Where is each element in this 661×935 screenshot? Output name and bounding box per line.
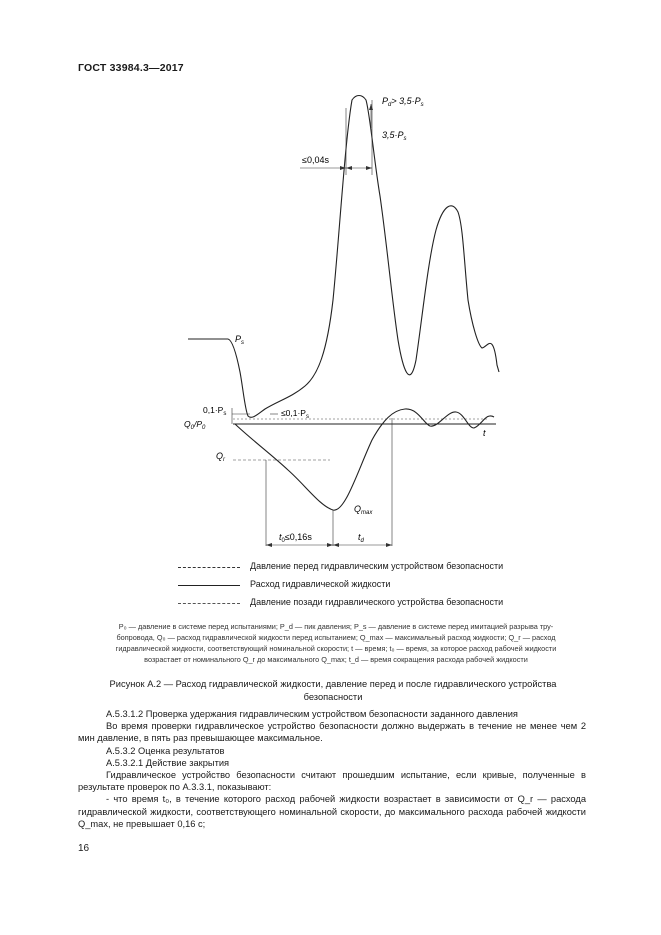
legend-label-pressure-before: Давление перед гидравлическим устройством безопасности (250, 561, 504, 571)
body-text (78, 708, 586, 830)
legend-label-pressure-after: Давление позади гидравлического устройства безопасности (250, 597, 504, 607)
legend-line-dashed (178, 603, 240, 604)
paragraph: А.5.3.2.1 Действие закрытия (106, 757, 230, 768)
peak-label: $P_d> 3,5\cdot P_s$ (382, 96, 424, 108)
legend-line-solid (178, 585, 240, 586)
page-number: 16 (78, 843, 90, 854)
axis-origin-label: $Q_0/P_0$ (184, 419, 206, 431)
peak-delta-label: $3,5\cdot P_s$ (382, 130, 407, 142)
ps-label: $P_s$ (235, 334, 245, 346)
paragraph: А.5.3.1.2 Проверка удержания гидравлическим устройством безопасности заданного давления (106, 709, 518, 719)
rise-time-label: ≤0,04s (302, 155, 329, 165)
legend-line-dash-dot (178, 567, 240, 568)
notes-line: бопровода, Q₀ — расход гидравлической жидкости перед испытанием; Q_max — максимальный расход жидкости; Q_r — расход (116, 633, 556, 642)
paragraph: - что время t₀, в течение которого расход рабочей жидкости возрастает в зависимости от Q_r — расхода гидравлической жидкости, соответствующего номинальной скорости, до максимального расхода рабочей жидкости Q_max, не превышает 0,16 с; (78, 794, 586, 829)
notes-line: возрастает от номинального Q_r до максимального Q_max; t_d — время сокращения расхода рабочей жидкости (144, 655, 528, 664)
paragraph: А.5.3.2 Оценка результатов (106, 745, 225, 756)
figure-caption: Рисунок А.2 — Расход гидравлической жидкости, давление перед и после гидравлического устройства безопасности (109, 679, 557, 702)
tolerance-label: $\le 0,1\cdot P_s$ (281, 408, 309, 420)
t0-label: $t_0\le 0,16s$ (279, 532, 312, 544)
notes-line: P₀ — давление в системе перед испытаниями; P_d — пик давления; P_s — давление в системе перед имитацией разрыва тру- (118, 622, 554, 631)
qmax-label: $Q_{max}$ (354, 504, 373, 516)
drop-level-label: $0,1\cdot P_s$ (203, 405, 227, 417)
paragraph: Во время проверки гидравлическое устройство безопасности должно выдержать в течение не менее чем 2 мин давление, в пять раз превышающее максимальное. (78, 721, 586, 744)
document-header: ГОСТ 33984.3—2017 (78, 62, 184, 74)
td-label: $t_d$ (358, 532, 364, 544)
legend-label-flow: Расход гидравлической жидкости (250, 579, 391, 589)
notes-line: гидравлической жидкости, соответствующий номинальной скорости; t — время; t₀ — время, за которое расход рабочей жидкости (115, 644, 557, 653)
paragraph: Гидравлическое устройство безопасности считают прошедшим испытание, если кривые, полученные в результате проверок по А.3.3.1, показывают: (78, 770, 586, 793)
qr-label: $Q_r$ (216, 451, 226, 463)
figure-notes (86, 621, 586, 665)
axis-t-label: t (483, 428, 486, 438)
pressure-curve (188, 96, 499, 418)
